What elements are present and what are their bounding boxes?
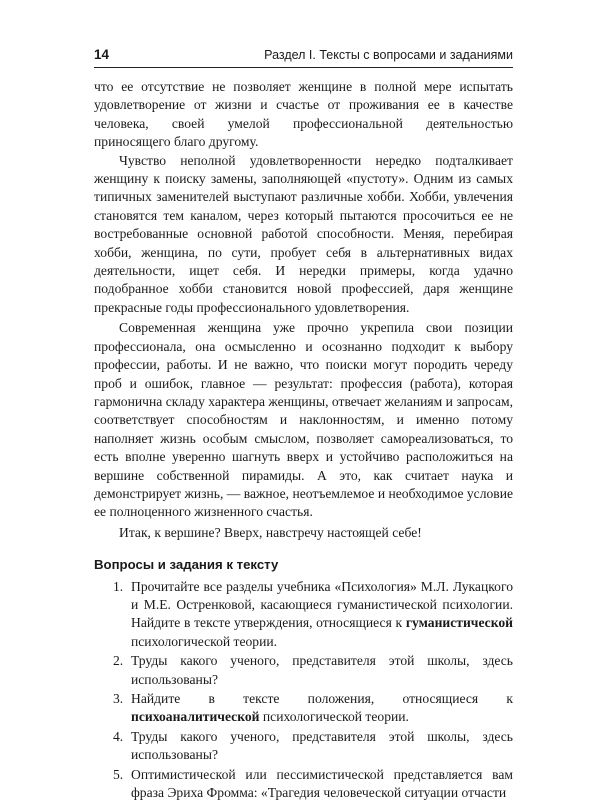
paragraph: что ее отсутствие не позволяет женщине в полной мере испытать удовлетворение от жизни и счастье от проживания ее в качестве человека, своей умелой профессиональной деятельностью приносящего благо другому. [94, 79, 513, 150]
running-header [94, 45, 513, 68]
question-number: 2. [113, 653, 124, 669]
question-number: 5. [113, 766, 124, 782]
question-text: Труды какого ученого, представителя этой школы, здесь использованы? [131, 653, 513, 687]
question-text: психологической теории. [259, 709, 409, 725]
question-number: 4. [113, 728, 124, 744]
question-item [94, 652, 513, 689]
question-item [94, 728, 513, 765]
question-item [94, 766, 513, 803]
question-item [94, 578, 513, 652]
questions-list [94, 578, 513, 803]
question-emphasis: гуманистической [405, 615, 513, 631]
question-number: 1. [113, 578, 124, 594]
question-item [94, 690, 513, 727]
page-body [94, 78, 513, 803]
question-text: Оптимистической или пессимистической представляется вам фраза Эриха Фромма: «Трагедия человеческой ситуации отчасти [131, 766, 513, 801]
paragraph: Чувство неполной удовлетворенности нередко подталкивает женщину к поиску замены, заполняющей «пустоту». Одним из самых типичных заменителей выступают различные хобби. Хобби, увлечения становятся тем каналом, через который пытаются просочиться ее не востребованные основной работой способности. Меняя, перебирая хобби, женщина, по сути, пробует себя в альтернативных видах деятельности, ищет себя. И нередки примеры, когда удачно подобранное хобби становится новой профессией, даря женщине прекрасные годы профессионального удовлетворения. [94, 152, 513, 315]
question-text: Труды какого ученого, представителя этой школы, здесь использованы? [131, 728, 513, 763]
question-text: Найдите в тексте положения, относящиеся к [131, 691, 513, 706]
section-title: Раздел I. Тексты с вопросами и заданиями [264, 48, 513, 62]
page-number: 14 [94, 47, 110, 62]
paragraph: Современная женщина уже прочно укрепила свои позиции профессионала, она осмысленно и осознанно подходит к выбору профессии, работы. И не важно, что поиски могут породить череду проб и ошибок, главное — результат: профессия (работа), которая гармонична складу характера женщины, отвечает желаниям и запросам, соответствует способностям и наклонностям, и именно потому наполняет жизнь особым смыслом, позволяет самореализоваться, то есть вполне уверенно шагнуть вверх и устойчиво расположиться на вершине собственной пирамиды. А это, как считает наука и демонстрирует жизнь, — важное, неотъемлемое и необходимое условие ее полноценного жизненного счастья. [94, 320, 514, 520]
question-text: Прочитайте все разделы учебника «Психология» М.Л. Лукацкого и М.Е. Остренковой, касающиеся гуманистической психологии. Найдите в тексте утверждения, относящиеся к [131, 578, 513, 631]
questions-heading: Вопросы и задания к тексту [94, 557, 279, 573]
paragraph: Итак, к вершине? Вверх, навстречу настоящей себе! [119, 524, 422, 540]
question-text: психологической теории. [131, 633, 278, 649]
question-number: 3. [113, 691, 124, 706]
question-emphasis: психоаналитической [131, 709, 260, 725]
